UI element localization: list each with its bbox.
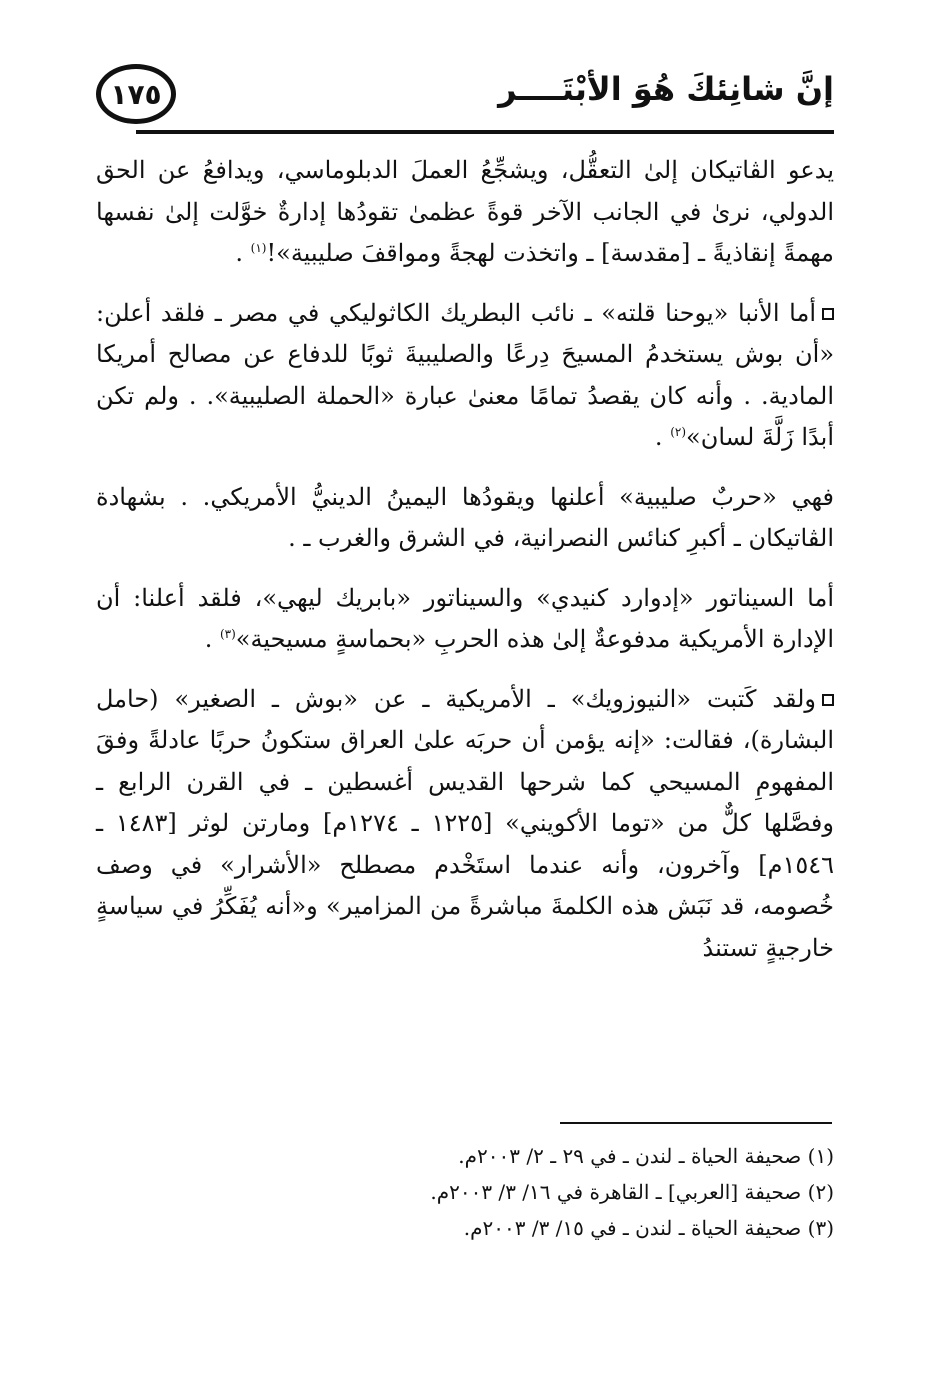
footnote-ref: (٢) xyxy=(670,425,687,439)
footnote: (٢) صحيفة [العربي] ـ القاهرة في ١٦/ ٣/ ٢٠٠٣م. xyxy=(430,1180,834,1204)
main-text xyxy=(96,150,834,987)
paragraph xyxy=(96,578,834,661)
paragraph xyxy=(96,293,834,459)
paragraph-text: أما الأنبا «يوحنا قلته» ـ نائب البطريك الكاثوليكي في مصر ـ فلقد أعلن: «أن بوش يستخدمُ المسيحَ دِرعًا والصليبيةَ ثوبًا للدفاع عن مصالح أمريكا المادية. . وأنه كان يقصدُ تمامًا معنىٰ عبارة «الحملة الصليبية». . ولم تكن أبدًا زَلَّةَ لسان» xyxy=(96,298,835,451)
paragraph-text: يدعو الڤاتيكان إلىٰ التعقُّل، ويشجِّعُ العملَ الدبلوماسي، ويدافعُ عن الحق الدولي، نرىٰ في الجانب الآخر قوةً عظمىٰ تقودُها إدارةٌ خوَّلت إلىٰ نفسها مهمةً إنقاذيةً ـ [مقدسة] ـ واتخذت لهجةً ومواقفَ صليبية»! xyxy=(96,156,834,267)
paragraph-text: أما السيناتور «إدوارد كنيدي» والسيناتور «بابريك ليهي»، فلقد أعلنا: أن الإدارة الأمريكية مدفوعةٌ إلىٰ هذه الحربِ «بحماسةٍ مسيحية» xyxy=(96,583,834,653)
header-rule xyxy=(136,130,834,134)
square-bullet-icon xyxy=(822,694,834,706)
paragraph-tail: . xyxy=(654,423,671,451)
footnote: (٣) صحيفة الحياة ـ لندن ـ في ١٥/ ٣/ ٢٠٠٣م. xyxy=(463,1216,834,1240)
running-title: إنَّ شانِئكَ هُوَ الأبْتَــــر xyxy=(498,70,834,108)
paragraph-tail: . xyxy=(235,239,251,267)
page-header xyxy=(96,58,834,138)
paragraph-text: ولقد كَتبت «النيوزويك» ـ الأمريكية ـ عن «بوش ـ الصغير» (حامل البشارة)، فقالت: «إنه يؤمن أن حربَه علىٰ العراق ستكونُ حربًا عادلةً وفقَ المفهومِ المسيحي كما شرحها القديس أغسطين ـ في القرن الرابع ـ وفصَّلها كلٌّ من «توما الأكويني» [١٢٢٥ ـ ١٢٧٤م] ومارتن لوثر [١٤٨٣ ـ ١٥٤٦م] وآخرون، وأنه عندما استَخْدم مصطلح «الأشرار» في وصف خُصومه، قد نَبَش هذه الكلمةَ مباشرةً من المزامير» و«أنه يُفَكِّرُ في سياسةٍ خارجيةٍ تستندُ xyxy=(96,684,834,962)
book-page xyxy=(96,58,834,1338)
page-number: ١٧٥ xyxy=(96,64,176,124)
paragraph xyxy=(96,150,834,275)
footnotes xyxy=(96,1138,834,1246)
paragraph-text: فهي «حربٌ صليبية» أعلنها ويقودُها اليمينُ الدينيُّ الأمريكي. . بشهادة الڤاتيكان ـ أكبرِ كنائس النصرانية، في الشرق والغرب ـ . xyxy=(96,482,834,552)
paragraph xyxy=(96,679,834,970)
paragraph-tail: . xyxy=(204,625,220,653)
footnote-ref: (٣) xyxy=(219,627,236,641)
square-bullet-icon xyxy=(822,308,834,320)
footnote: (١) صحيفة الحياة ـ لندن ـ في ٢٩ ـ ٢/ ٢٠٠٣م. xyxy=(458,1144,834,1168)
footnote-separator xyxy=(560,1122,832,1124)
footnote-ref: (١) xyxy=(250,241,267,255)
paragraph xyxy=(96,477,834,560)
